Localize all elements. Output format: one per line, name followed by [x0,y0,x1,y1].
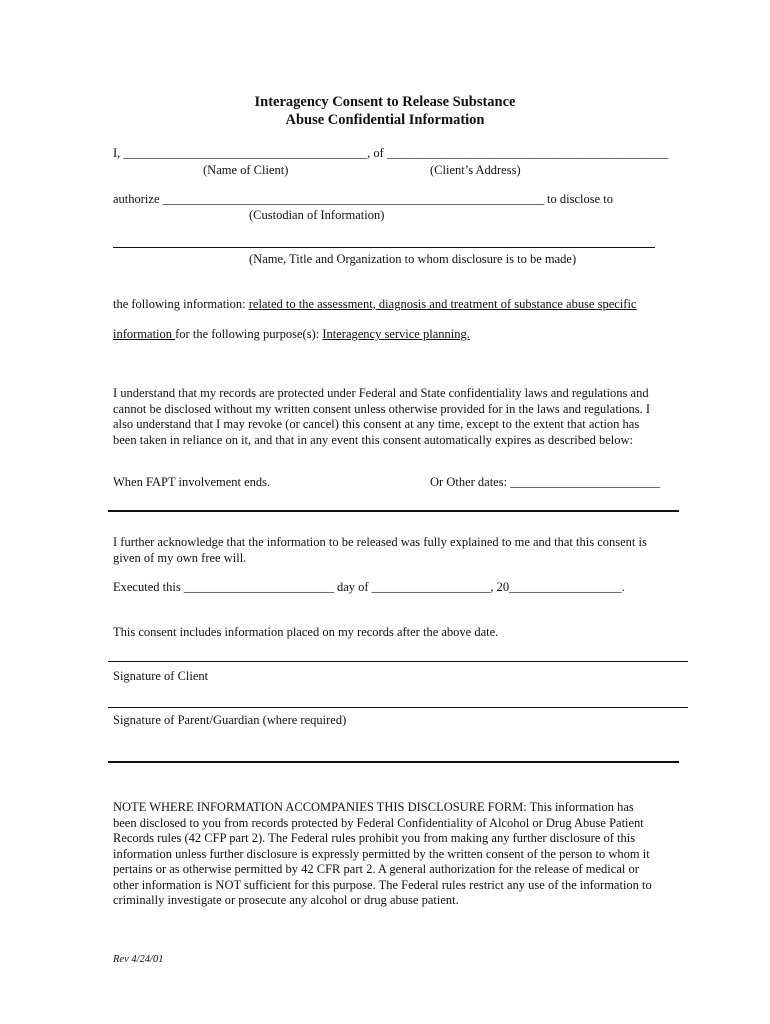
custodian-caption: (Custodian of Information) [249,208,385,222]
authorize-line: authorize _____________________________________________________________ to disclose to [113,192,613,206]
purpose-label: for the following purpose(s): [175,327,323,341]
information-line [113,297,636,312]
purpose-value: Interagency service planning. [322,327,470,341]
information-value-continued: information [113,327,176,341]
section-divider [108,510,679,512]
client-address-caption: (Client’s Address) [430,163,521,177]
information-value: related to the assessment, diagnosis and treatment of substance abuse specific [248,297,637,311]
guardian-signature-line [108,707,688,708]
client-signature-label: Signature of Client [113,669,209,683]
revision-date: Rev 4/24/01 [113,954,164,965]
other-dates-line: Or Other dates: ________________________ [430,475,661,489]
executed-date-line: Executed this ________________________ day of ___________________, 20__________________. [113,580,625,594]
purpose-line [113,327,470,342]
client-name-caption: (Name of Client) [203,163,289,177]
client-name-address-line: I, _______________________________________, of _____________________________________________ [113,146,669,160]
guardian-signature-label: Signature of Parent/Guardian (where required) [113,713,347,727]
confidentiality-paragraph: I understand that my records are protected under Federal and State confidentiality laws and regulations and cannot be disclosed without my written consent unless otherwise provided for in the laws and regulations. I also understand that I may revoke (or cancel) this consent at any time, except to the extent that action has been taken in reliance on it, and that in any event this consent automatically expires as described below: [113,386,651,447]
information-label: the following information: [113,297,249,311]
notice-divider [108,761,679,763]
form-title-line-1: Interagency Consent to Release Substance [254,94,516,110]
consent-includes-text: This consent includes information placed on my records after the above date. [113,625,499,639]
form-title-line-2: Abuse Confidential Information [285,112,485,128]
recipient-blank-line [113,247,655,248]
recipient-caption: (Name, Title and Organization to whom disclosure is to be made) [249,252,577,266]
acknowledgement-paragraph: I further acknowledge that the information to be released was fully explained to me and that this consent is given of my own free will. [113,535,647,565]
federal-disclosure-notice: NOTE WHERE INFORMATION ACCOMPANIES THIS DISCLOSURE FORM: This information has been disclosed to you from records protected by Federal Confidentiality of Alcohol or Drug Abuse Patient Records rules (42 CFP part 2). The Federal rules prohibit you from making any further disclosure of this information unless further disclosure is expressly permitted by the written consent of the person to whom it pertains or as otherwise permitted by 42 CFR part 2. A general authorization for the release of medical or other information is NOT sufficient for this purpose. The Federal rules restrict any use of the information to criminally investigate or prosecute any alcohol or drug abuse patient. [113,800,652,907]
client-signature-line [108,661,688,662]
fapt-expiration-text: When FAPT involvement ends. [113,475,271,489]
